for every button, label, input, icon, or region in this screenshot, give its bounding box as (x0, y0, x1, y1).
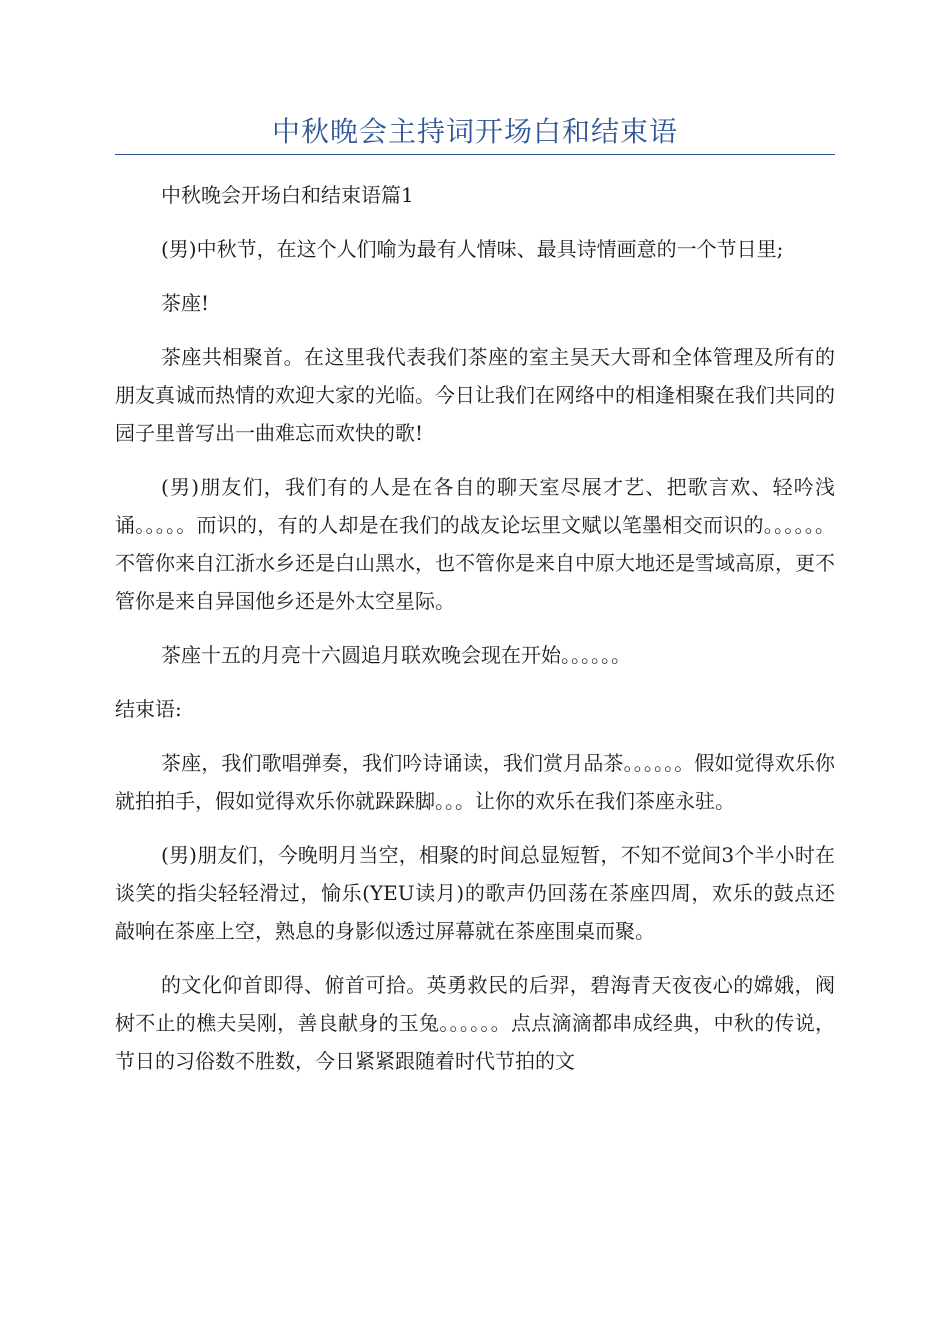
paragraph: 茶座共相聚首。在这里我代表我们茶座的室主昊天大哥和全体管理及所有的朋友真诚而热情的欢迎大家的光临。今日让我们在网络中的相逢相聚在我们共同的园子里普写出一曲难忘而欢快的歌! (115, 345, 835, 445)
paragraph: (男)朋友们，今晚明月当空，相聚的时间总显短暂，不知不觉间3个半小时在谈笑的指尖轻轻滑过，愉乐(YEU读月)的歌声仍回荡在茶座四周，欢乐的鼓点还敲响在茶座上空，熟息的身影似透过屏幕就在茶座围桌而聚。 (115, 843, 835, 943)
document-body (115, 176, 835, 1096)
title-underline (115, 154, 835, 155)
paragraph: (男)朋友们，我们有的人是在各自的聊天室尽展才艺、把歌言欢、轻吟浅诵。。。。。而识的，有的人却是在我们的战友论坛里文赋以笔墨相交而识的。。。。。。不管你来自江浙水乡还是白山黑水，也不管你是来自中原大地还是雪域高原，更不管你是来自异国他乡还是外太空星际。 (115, 475, 835, 613)
closing-heading: 结束语: (115, 697, 182, 721)
paragraph: 茶座! (161, 291, 210, 315)
paragraph: 的文化仰首即得、俯首可拾。英勇救民的后羿，碧海青天夜夜心的嫦娥，阀树不止的樵夫吴刚，善良献身的玉兔。。。。。。点点滴滴都串成经典，中秋的传说，节日的习俗数不胜数，今日紧紧跟随着时代节拍的文 (115, 973, 835, 1073)
section-heading: 中秋晚会开场白和结束语篇1 (161, 183, 414, 207)
paragraph: (男)中秋节，在这个人们喻为最有人情味、最具诗情画意的一个节日里; (161, 237, 784, 261)
paragraph: 茶座十五的月亮十六圆追月联欢晚会现在开始。。。。。。 (161, 643, 631, 667)
paragraph: 茶座，我们歌唱弹奏，我们吟诗诵读，我们赏月品茶。。。。。。假如觉得欢乐你就拍拍手，假如觉得欢乐你就跺跺脚。。。让你的欢乐在我们茶座永驻。 (115, 751, 835, 813)
document-title: 中秋晚会主持词开场白和结束语 (271, 115, 678, 148)
